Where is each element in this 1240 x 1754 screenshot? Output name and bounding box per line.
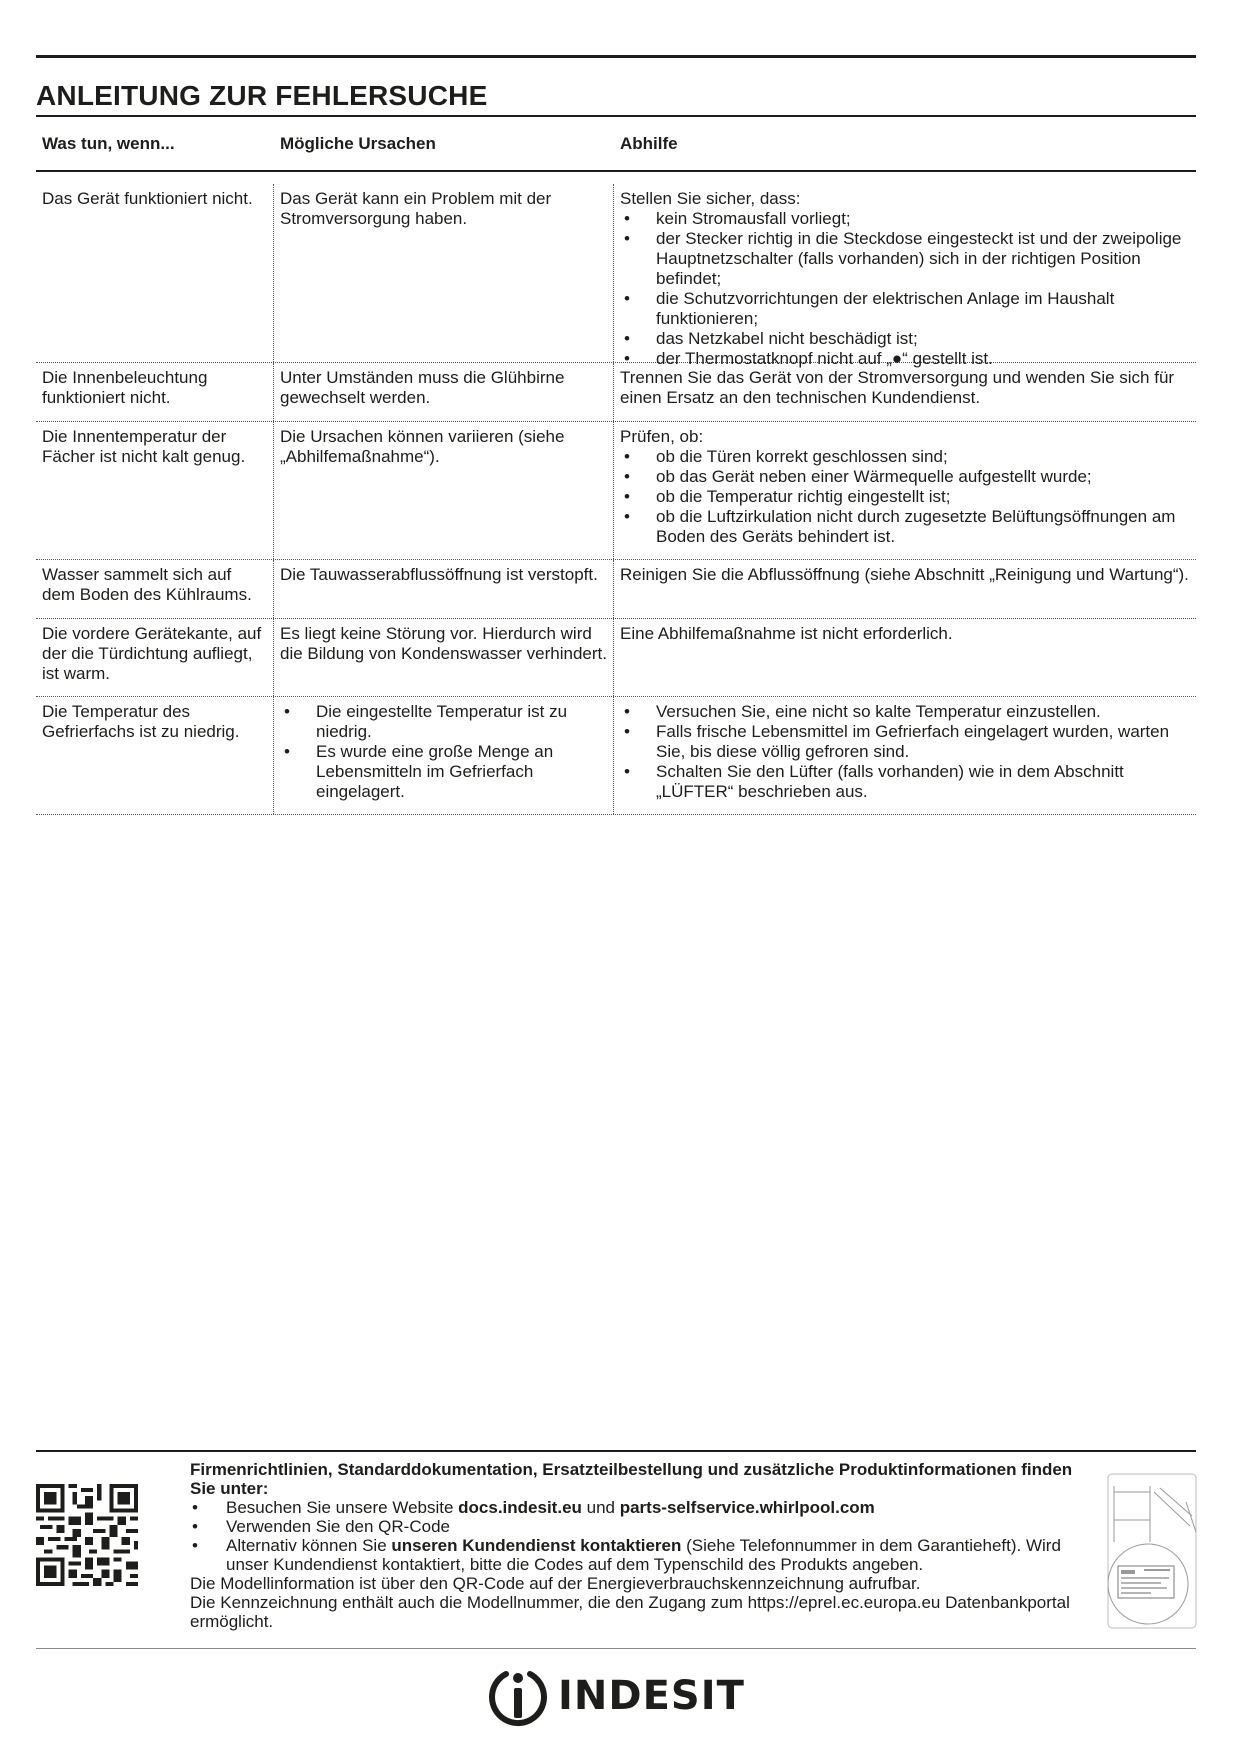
remedy-list bbox=[620, 702, 1190, 802]
footer-text: (Siehe Telefonnummer in dem Garantieheft). Wird unser Kundendienst kontaktiert, bitte die Codes auf dem Typenschild des Produkts angeben. bbox=[226, 1536, 1061, 1574]
remedy-cell bbox=[614, 697, 1196, 814]
rating-plate-illustration-icon bbox=[1104, 1472, 1200, 1630]
bullet: • bbox=[192, 1517, 198, 1536]
list-item bbox=[280, 702, 607, 742]
bullet: • bbox=[284, 702, 290, 721]
list-item bbox=[620, 289, 1190, 329]
list-item bbox=[620, 722, 1190, 762]
remedy-text: ob das Gerät neben einer Wärmequelle aufgestellt wurde; bbox=[656, 467, 1092, 486]
cause-list bbox=[280, 702, 607, 802]
remedy-intro: Eine Abhilfemaßnahme ist nicht erforderlich. bbox=[620, 624, 953, 643]
table-row bbox=[36, 697, 1196, 815]
brand-logo bbox=[486, 1660, 745, 1732]
remedy-text: ob die Luftzirkulation nicht durch zugesetzte Belüftungsöffnungen am Boden des Geräts behindert ist. bbox=[656, 507, 1176, 546]
bullet: • bbox=[624, 507, 630, 526]
top-rule bbox=[36, 55, 1196, 58]
list-item bbox=[620, 507, 1190, 547]
list-item bbox=[190, 1498, 1090, 1517]
bullet: • bbox=[624, 209, 630, 228]
table-row bbox=[36, 560, 1196, 619]
footer-line: Die Modellinformation ist über den QR-Code auf der Energieverbrauchskennzeichnung aufrufbar. bbox=[190, 1574, 921, 1593]
table-row bbox=[36, 172, 1196, 368]
list-item bbox=[620, 447, 1190, 467]
problem-cell: Die Innentemperatur der Fächer ist nicht kalt genug. bbox=[36, 422, 274, 559]
qr-code-icon[interactable] bbox=[36, 1484, 138, 1586]
bullet: • bbox=[284, 742, 290, 761]
list-item bbox=[190, 1536, 1090, 1574]
problem-cell: Das Gerät funktioniert nicht. bbox=[36, 184, 274, 362]
remedy-text: das Netzkabel nicht beschädigt ist; bbox=[656, 329, 918, 348]
page-title: ANLEITUNG ZUR FEHLERSUCHE bbox=[36, 80, 488, 111]
list-item bbox=[620, 762, 1190, 802]
problem-cell: Die Innenbeleuchtung funktioniert nicht. bbox=[36, 363, 274, 421]
remedy-cell bbox=[614, 363, 1196, 421]
list-item bbox=[620, 702, 1190, 722]
problem-cell: Wasser sammelt sich auf dem Boden des Kühlraums. bbox=[36, 560, 274, 618]
bullet: • bbox=[624, 329, 630, 348]
bullet: • bbox=[192, 1536, 198, 1555]
bullet: • bbox=[624, 467, 630, 486]
list-item bbox=[280, 742, 607, 802]
footer-rule bbox=[36, 1450, 1196, 1452]
list-item bbox=[620, 349, 1190, 369]
remedy-intro: Stellen Sie sicher, dass: bbox=[620, 189, 801, 208]
bullet: • bbox=[192, 1498, 198, 1517]
remedy-text: kein Stromausfall vorliegt; bbox=[656, 209, 851, 228]
bullet: • bbox=[624, 289, 630, 308]
bullet: • bbox=[624, 229, 630, 248]
remedy-text: die Schutzvorrichtungen der elektrischen Anlage im Haushalt funktionieren; bbox=[656, 289, 1115, 328]
cause-cell bbox=[274, 697, 614, 814]
footer-heading: Firmenrichtlinien, Standarddokumentation, Ersatzteilbestellung und zusätzliche Produktinformationen finden Sie unter: bbox=[190, 1460, 1073, 1498]
remedy-list bbox=[620, 447, 1190, 547]
remedy-text: ob die Türen korrekt geschlossen sind; bbox=[656, 447, 948, 466]
remedy-intro: Prüfen, ob: bbox=[620, 427, 704, 446]
problem-cell: Die Temperatur des Gefrierfachs ist zu niedrig. bbox=[36, 697, 274, 814]
bullet: • bbox=[624, 702, 630, 721]
header-remedy: Abhilfe bbox=[620, 133, 678, 153]
brand-name: INDESIT bbox=[558, 1673, 745, 1719]
troubleshooting-table bbox=[36, 117, 1196, 815]
footer-text: Alternativ können Sie bbox=[226, 1536, 392, 1555]
remedy-cell bbox=[614, 619, 1196, 696]
footer-divider bbox=[36, 1648, 1196, 1649]
bullet: • bbox=[624, 349, 630, 368]
remedy-list bbox=[620, 209, 1190, 369]
footer-line: Die Kennzeichnung enthält auch die Modellnummer, die den Zugang zum https://eprel.ec.europa.eu Datenbankportal ermöglicht. bbox=[190, 1593, 1070, 1631]
docs-link[interactable]: docs.indesit.eu bbox=[458, 1498, 582, 1517]
remedy-text: Versuchen Sie, eine nicht so kalte Temperatur einzustellen. bbox=[656, 702, 1101, 721]
table-header bbox=[36, 117, 1196, 172]
contact-service-text: unseren Kundendienst kontaktieren bbox=[391, 1536, 682, 1555]
remedy-text: ob die Temperatur richtig eingestellt ist; bbox=[656, 487, 951, 506]
list-item bbox=[190, 1517, 1090, 1536]
footer-text: Verwenden Sie den QR-Code bbox=[226, 1517, 450, 1536]
header-cause: Mögliche Ursachen bbox=[280, 133, 436, 153]
remedy-intro: Trennen Sie das Gerät von der Stromversorgung und wenden Sie sich für einen Ersatz an den technischen Kundendienst. bbox=[620, 368, 1175, 407]
table-row bbox=[36, 422, 1196, 560]
bullet: • bbox=[624, 722, 630, 741]
list-item bbox=[620, 229, 1190, 289]
table-row bbox=[36, 619, 1196, 697]
remedy-cell bbox=[614, 184, 1196, 368]
footer-text: und bbox=[581, 1498, 620, 1517]
parts-link[interactable]: parts-selfservice.whirlpool.com bbox=[619, 1498, 875, 1517]
list-item bbox=[620, 209, 1190, 229]
bullet: • bbox=[624, 762, 630, 781]
list-item bbox=[620, 487, 1190, 507]
footer-info bbox=[190, 1460, 1090, 1631]
cause-cell: Es liegt keine Störung vor. Hierdurch wird die Bildung von Kondenswasser verhindert. bbox=[274, 619, 614, 696]
indesit-i-logo-icon bbox=[486, 1664, 550, 1728]
footer-list bbox=[190, 1498, 1090, 1574]
cause-cell: Die Tauwasserabflussöffnung ist verstopft. bbox=[274, 560, 614, 618]
cause-cell: Unter Umständen muss die Glühbirne gewechselt werden. bbox=[274, 363, 614, 421]
remedy-intro: Reinigen Sie die Abflussöffnung (siehe Abschnitt „Reinigung und Wartung“). bbox=[620, 565, 1189, 584]
remedy-cell bbox=[614, 422, 1196, 559]
bullet: • bbox=[624, 447, 630, 466]
list-item bbox=[620, 329, 1190, 349]
remedy-cell bbox=[614, 560, 1196, 618]
remedy-text: Schalten Sie den Lüfter (falls vorhanden) wie in dem Abschnitt „LÜFTER“ beschrieben aus. bbox=[656, 762, 1124, 801]
table-row bbox=[36, 363, 1196, 422]
bullet: • bbox=[624, 487, 630, 506]
header-problem: Was tun, wenn... bbox=[42, 133, 175, 153]
cause-text: Die eingestellte Temperatur ist zu niedrig. bbox=[316, 702, 568, 741]
remedy-text: der Thermostatknopf nicht auf „●“ gestellt ist. bbox=[656, 349, 993, 368]
remedy-text: der Stecker richtig in die Steckdose eingesteckt ist und der zweipolige Hauptnetzschalter (falls vorhanden) sich in der richtigen Position befindet; bbox=[656, 229, 1182, 288]
footer-text: Besuchen Sie unsere Website bbox=[226, 1498, 459, 1517]
cause-cell: Das Gerät kann ein Problem mit der Stromversorgung haben. bbox=[274, 184, 614, 362]
remedy-text: Falls frische Lebensmittel im Gefrierfach eingelagert wurden, warten Sie, bis diese völlig gefroren sind. bbox=[656, 722, 1170, 761]
cause-text: Es wurde eine große Menge an Lebensmitteln im Gefrierfach eingelagert. bbox=[316, 742, 554, 801]
cause-cell: Die Ursachen können variieren (siehe „Abhilfemaßnahme“). bbox=[274, 422, 614, 559]
list-item bbox=[620, 467, 1190, 487]
problem-cell: Die vordere Gerätekante, auf der die Türdichtung aufliegt, ist warm. bbox=[36, 619, 274, 696]
